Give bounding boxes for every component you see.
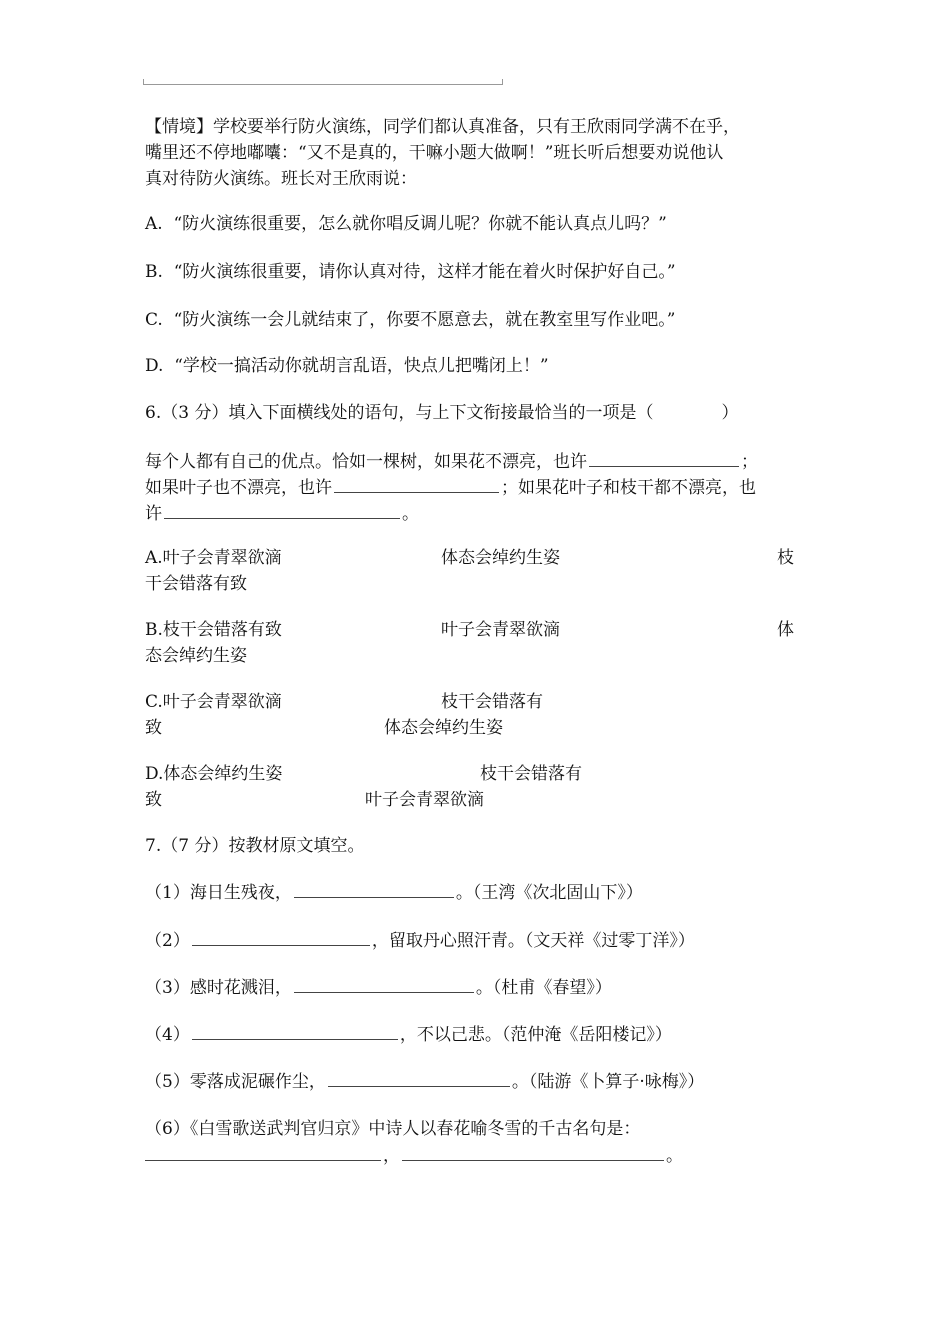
- q7-blank-5[interactable]: [328, 1068, 510, 1087]
- q7-item-1-text: （1）海日生残夜，: [145, 883, 292, 903]
- q7-item-6-end: 。: [666, 1146, 683, 1166]
- q6-p3-end: 。: [402, 504, 419, 524]
- q7-item-5: [145, 1068, 704, 1095]
- q6-option-a-c4: 干会错落有致: [145, 574, 247, 594]
- q6-p2-text: 如果叶子也不漂亮，也许: [145, 478, 332, 498]
- q6-option-c-c1: C.叶子会青翠欲滴: [145, 692, 282, 712]
- q6-p1-end: ；: [741, 452, 758, 472]
- q7-item-4-source: ，不以己悲。（范仲淹《岳阳楼记》）: [399, 1025, 672, 1045]
- context-line-1: 【情境】学校要举行防火演练，同学们都认真准备，只有王欣雨同学满不在乎，: [145, 117, 740, 137]
- q7-blank-6b[interactable]: [402, 1142, 664, 1161]
- q6-option-b-c1: B.枝干会错落有致: [145, 620, 282, 640]
- q6-option-a-c2: 体态会绰约生姿: [441, 548, 560, 568]
- q7-item-6: （6）《白雪歌送武判官归京》中诗人以春花喻冬雪的千古名句是：: [145, 1119, 641, 1139]
- q6-option-d-c4: 叶子会青翠欲滴: [365, 790, 484, 810]
- q5-option-b: B. “防火演练很重要，请你认真对待，这样才能在着火时保护好自己。”: [145, 262, 676, 282]
- q5-option-d: D. “学校一搞活动你就胡言乱语，快点儿把嘴闭上！”: [145, 356, 549, 376]
- q6-p1-text: 每个人都有自己的优点。恰如一棵树，如果花不漂亮，也许: [145, 452, 587, 472]
- q6-option-a-c1: A.叶子会青翠欲滴: [145, 548, 282, 568]
- q6-stem: 6.（3 分）填入下面横线处的语句，与上下文衔接最恰当的一项是（ ）: [145, 403, 739, 423]
- q7-item-1-source: 。（王湾《次北固山下》）: [455, 883, 643, 903]
- q6-option-b-c4: 态会绰约生姿: [145, 646, 247, 666]
- q7-blank-2[interactable]: [192, 927, 370, 946]
- q7-item-3-source: 。（杜甫《春望》）: [475, 978, 612, 998]
- q7-blank-6a[interactable]: [145, 1142, 381, 1161]
- q7-item-6-comma: ，: [383, 1146, 400, 1166]
- q7-item-4: [145, 1021, 672, 1048]
- q7-blank-4[interactable]: [192, 1021, 398, 1040]
- q6-passage-line-2: [145, 474, 756, 501]
- q6-option-b-c2: 叶子会青翠欲滴: [441, 620, 560, 640]
- q5-option-a: A. “防火演练很重要，怎么就你唱反调儿呢？你就不能认真点儿吗？”: [145, 214, 667, 234]
- q6-blank-1[interactable]: [589, 448, 739, 467]
- q6-option-a-c3: 枝: [777, 548, 794, 568]
- q6-p2-end: ；如果花叶子和枝干都不漂亮，也: [501, 478, 756, 498]
- q6-option-d-c3: 致: [145, 790, 162, 810]
- q7-item-2-text: （2）: [145, 931, 190, 951]
- q6-option-d-c2: 枝干会错落有: [480, 764, 582, 784]
- q7-item-1: [145, 879, 643, 906]
- q7-item-5-source: 。（陆游《卜算子·咏梅》）: [511, 1072, 705, 1092]
- q7-item-2-source: ，留取丹心照汗青。（文天祥《过零丁洋》）: [371, 931, 695, 951]
- q6-passage-line-1: [145, 448, 758, 475]
- context-line-2: 嘴里还不停地嘟囔：“又不是真的，干嘛小题大做啊！”班长听后想要劝说他认: [145, 143, 724, 163]
- q5-option-c: C. “防火演练一会儿就结束了，你要不愿意去，就在教室里写作业吧。”: [145, 310, 676, 330]
- q7-blank-1[interactable]: [294, 879, 454, 898]
- q7-item-5-text: （5）零落成泥碾作尘，: [145, 1072, 326, 1092]
- q6-option-c-c4: 体态会绰约生姿: [384, 718, 503, 738]
- q6-blank-3[interactable]: [164, 500, 400, 519]
- q7-item-3: [145, 974, 612, 1001]
- q6-option-c-c2: 枝干会错落有: [441, 692, 543, 712]
- q6-option-d-c1: D.体态会绰约生姿: [145, 764, 283, 784]
- q7-item-2: [145, 927, 695, 954]
- q6-p3-text: 许: [145, 504, 162, 524]
- q7-blank-3[interactable]: [294, 974, 474, 993]
- q6-option-c-c3: 致: [145, 718, 162, 738]
- q7-stem: 7.（7 分）按教材原文填空。: [145, 836, 365, 856]
- q6-option-b-c3: 体: [777, 620, 794, 640]
- q6-passage-line-3: [145, 500, 419, 527]
- context-line-3: 真对待防火演练。班长对王欣雨说：: [145, 169, 417, 189]
- q6-blank-2[interactable]: [334, 474, 499, 493]
- q7-item-4-text: （4）: [145, 1025, 190, 1045]
- header-box: [143, 79, 503, 85]
- q7-item-3-text: （3）感时花溅泪，: [145, 978, 292, 998]
- q7-item-6-answer: [145, 1142, 683, 1169]
